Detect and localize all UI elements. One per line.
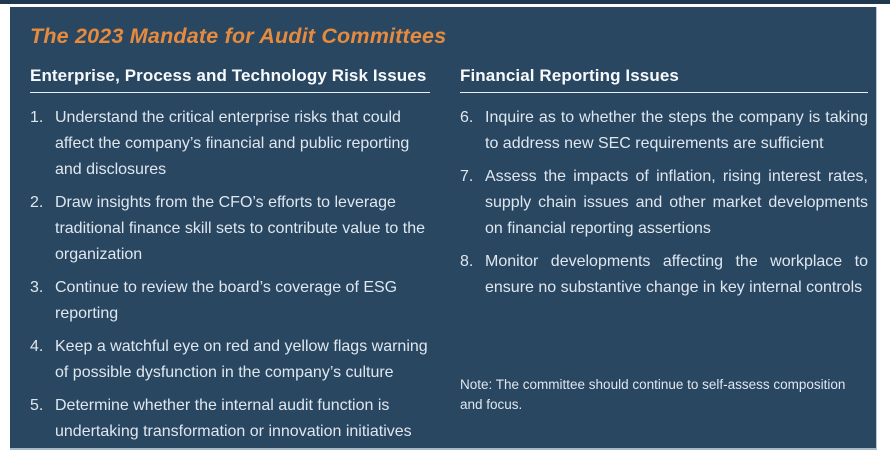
list-item-text: Monitor developments affecting the workplace to ensure no substantive change in key internal controls: [485, 253, 868, 296]
list-item: [460, 164, 868, 242]
list-item-text: Keep a watchful eye on red and yellow flags warning of possible dysfunction in the company’s culture: [55, 338, 428, 381]
list-item-number: 3.: [30, 279, 44, 296]
page-title: The 2023 Mandate for Audit Committees: [30, 24, 447, 48]
audit-mandate-panel: [10, 7, 877, 450]
list-item-text: Draw insights from the CFO’s efforts to leverage traditional finance skill sets to contribute value to the organization: [55, 194, 425, 263]
list-item-number: 2.: [30, 194, 44, 211]
enterprise-risk-list: [30, 105, 430, 445]
list-item-number: 1.: [30, 109, 44, 126]
list-item-number: 4.: [30, 338, 44, 355]
list-item: [30, 275, 430, 327]
list-item: [30, 190, 430, 268]
top-border-strip: [0, 0, 890, 4]
list-item: [30, 334, 430, 386]
list-item: [460, 249, 868, 301]
list-item-number: 5.: [30, 397, 44, 414]
list-item-number: 6.: [460, 109, 474, 126]
list-item-text: Continue to review the board’s coverage of ESG reporting: [55, 279, 398, 322]
list-item: [30, 393, 430, 445]
column-header-enterprise-risk: Enterprise, Process and Technology Risk Issues: [30, 65, 430, 93]
list-item-text: Determine whether the internal audit function is undertaking transformation or innovation initiatives: [55, 397, 412, 440]
list-item-text: Understand the critical enterprise risks that could affect the company’s financial and public reporting and disclosures: [55, 109, 410, 178]
footnote: Note: The committee should continue to self-assess composition and focus.: [460, 377, 846, 412]
list-item: [30, 105, 430, 183]
list-item-text: Inquire as to whether the steps the company is taking to address new SEC requirements are sufficient: [485, 109, 868, 152]
list-item-number: 8.: [460, 253, 474, 270]
column-enterprise-risk: [30, 65, 430, 450]
financial-reporting-list: [460, 105, 868, 301]
column-financial-reporting: [460, 65, 868, 450]
list-item: [460, 105, 868, 157]
list-item-number: 7.: [460, 168, 474, 185]
list-item-text: Assess the impacts of inflation, rising interest rates, supply chain issues and other market developments on financial reporting assertions: [485, 168, 868, 237]
column-header-financial-reporting: Financial Reporting Issues: [460, 65, 868, 93]
two-column-layout: [30, 65, 868, 450]
